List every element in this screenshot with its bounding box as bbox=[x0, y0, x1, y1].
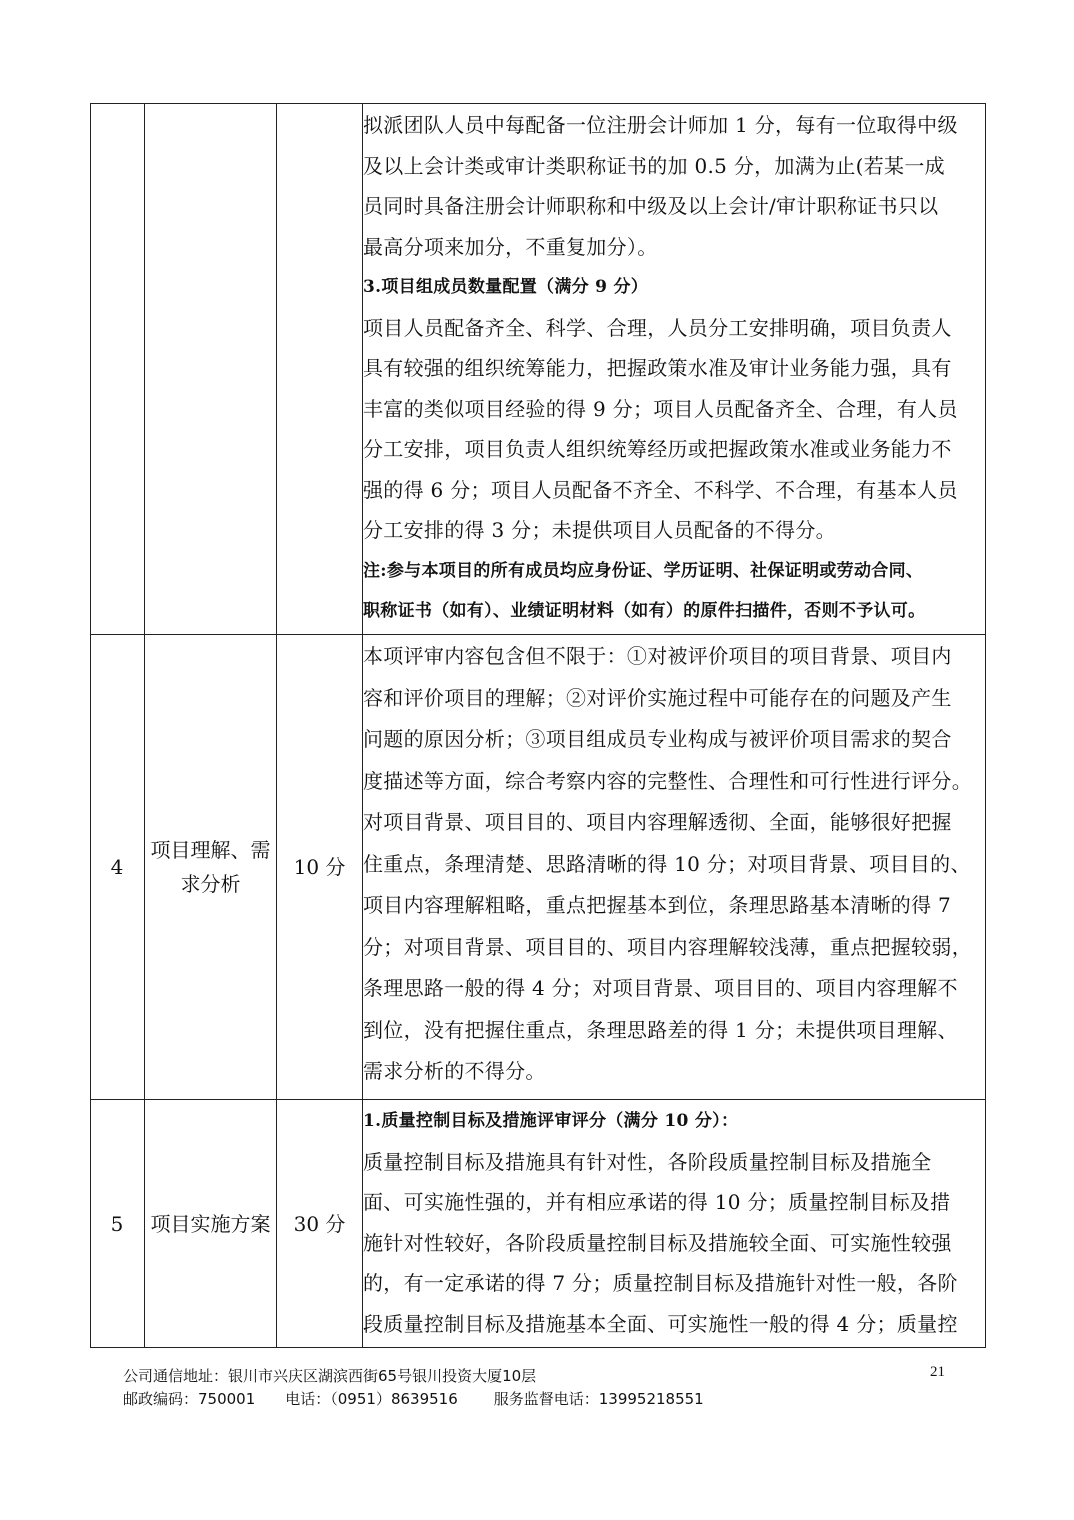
scoring-table bbox=[90, 103, 986, 1348]
criteria-line: 度描述等方面，综合考察内容的完整性、合理性和可行性进行评分。 bbox=[363, 768, 972, 793]
table-border-bottom bbox=[90, 1347, 986, 1348]
row4-number: 4 bbox=[110, 855, 124, 879]
criteria-line: 职称证书（如有）、业绩证明材料（如有）的原件扫描件，否则不予认可。 bbox=[363, 601, 926, 621]
criteria-line: 住重点，条理清楚、思路清晰的得 10 分；对项目背景、项目目的、 bbox=[363, 851, 971, 876]
criteria-line: 段质量控制目标及措施基本全面、可实施性一般的得 4 分；质量控 bbox=[363, 1311, 958, 1336]
criteria-line: 面、可实施性强的，并有相应承诺的得 10 分；质量控制目标及措 bbox=[363, 1190, 951, 1214]
row5-criteria bbox=[363, 1101, 987, 1344]
criteria-line: 拟派团队人员中每配备一位注册会计师加 1 分，每有一位取得中级 bbox=[363, 113, 958, 137]
row5-score: 30 分 bbox=[293, 1211, 346, 1236]
criteria-line: 员同时具备注册会计师职称和中级及以上会计/审计职称证书只以 bbox=[363, 194, 939, 218]
criteria-line: 强的得 6 分；项目人员配备不齐全、不科学、不合理，有基本人员 bbox=[363, 477, 958, 502]
company-address: 公司通信地址：银川市兴庆区湖滨西街65号银川投资大厦10层 bbox=[123, 1367, 537, 1385]
criteria-line: 最高分项来加分，不重复加分）。 bbox=[363, 234, 658, 259]
criteria-line: 丰富的类似项目经验的得 9 分；项目人员配备齐全、合理，有人员 bbox=[363, 396, 958, 421]
row5-number: 5 bbox=[110, 1211, 124, 1236]
criteria-line: 项目内容理解粗略，重点把握基本到位，条理思路基本清晰的得 7 bbox=[363, 893, 952, 917]
row4-item: 项目理解、需求分析 bbox=[150, 838, 271, 896]
criteria-line: 问题的原因分析；③项目组成员专业构成与被评价项目需求的契合 bbox=[363, 727, 952, 751]
criteria-line: 质量控制目标及措施具有针对性，各阶段质量控制目标及措施全 bbox=[363, 1149, 932, 1174]
criteria-line: 需求分析的不得分。 bbox=[363, 1059, 546, 1083]
criteria-line: 到位，没有把握住重点，条理思路差的得 1 分；未提供项目理解、 bbox=[363, 1017, 958, 1042]
criteria-line: 分工安排的得 3 分；未提供项目人员配备的不得分。 bbox=[363, 518, 836, 542]
criteria-line: 分工安排，项目负责人组织统筹经历或把握政策水准或业务能力不 bbox=[363, 437, 952, 461]
criteria-line: 及以上会计类或审计类职称证书的加 0.5 分，加满为止(若某一成 bbox=[363, 153, 945, 178]
row4-score: 10 分 bbox=[293, 855, 346, 879]
service-phone: 服务监督电话：13995218551 bbox=[493, 1390, 704, 1408]
criteria-line: 的，有一定承诺的得 7 分；质量控制目标及措施针对性一般，各阶 bbox=[363, 1271, 958, 1295]
criteria-line: 本项评审内容包含但不限于：①对被评价项目的项目背景、项目内 bbox=[363, 644, 952, 668]
criteria-line: 3.项目组成员数量配置（满分 9 分） bbox=[363, 277, 649, 297]
criteria-line: 注:参与本项目的所有成员均应身份证、学历证明、社保证明或劳动合同、 bbox=[363, 560, 924, 581]
criteria-line: 分；对项目背景、项目目的、项目内容理解较浅薄，重点把握较弱， bbox=[363, 934, 972, 959]
criteria-line: 施针对性较好，各阶段质量控制目标及措施较全面、可实施性较强 bbox=[363, 1230, 952, 1255]
criteria-line: 条理思路一般的得 4 分；对项目背景、项目目的、项目内容理解不 bbox=[363, 976, 958, 1000]
postcode: 邮政编码：750001 bbox=[123, 1390, 256, 1408]
row4-criteria bbox=[363, 636, 987, 1093]
row5-item: 项目实施方案 bbox=[150, 1211, 271, 1236]
criteria-line: 容和评价项目的理解；②对评价实施过程中可能存在的问题及产生 bbox=[363, 685, 952, 710]
criteria-line: 对项目背景、项目目的、项目内容理解透彻、全面，能够很好把握 bbox=[363, 810, 952, 834]
criteria-line: 具有较强的组织统筹能力，把握政策水准及审计业务能力强，具有 bbox=[363, 356, 952, 380]
page-number: 21 bbox=[930, 1364, 945, 1380]
criteria-line: 1.质量控制目标及措施评审评分（满分 10 分）： bbox=[363, 1111, 739, 1131]
phone: 电话：（0951）8639516 bbox=[285, 1390, 458, 1408]
criteria-line: 项目人员配备齐全、科学、合理，人员分工安排明确，项目负责人 bbox=[363, 315, 952, 340]
page-footer bbox=[123, 1365, 704, 1411]
table-border-top bbox=[90, 103, 986, 104]
row-continuation-content bbox=[363, 105, 987, 632]
